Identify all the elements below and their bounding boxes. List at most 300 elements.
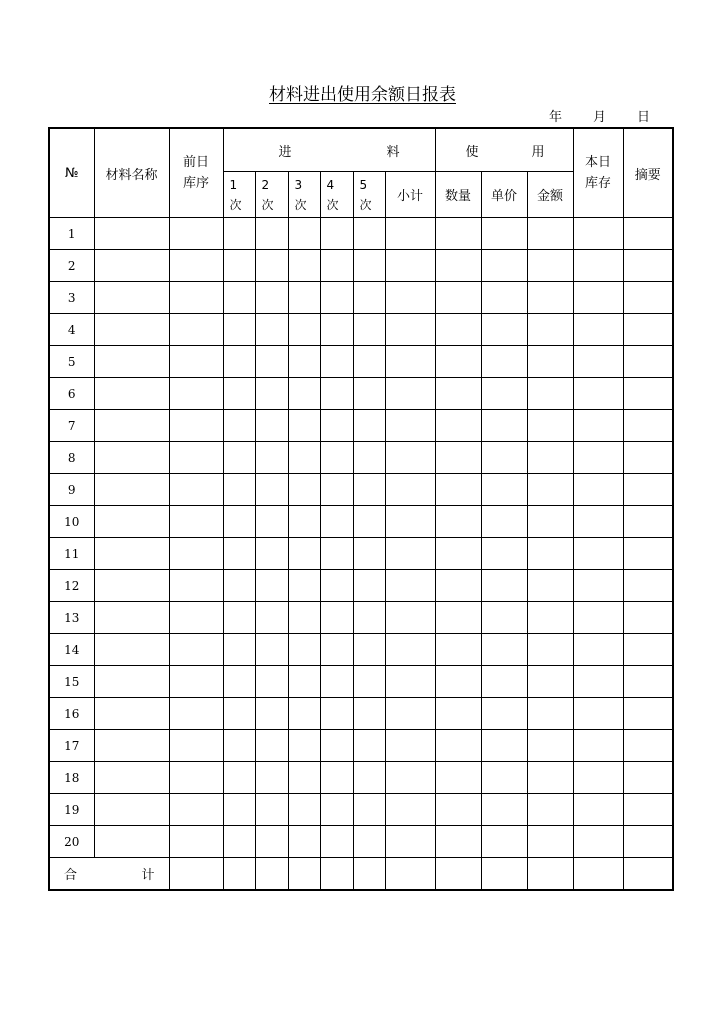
table-cell[interactable]	[527, 826, 573, 858]
table-cell[interactable]	[435, 826, 481, 858]
table-cell[interactable]	[169, 474, 223, 506]
table-cell[interactable]	[223, 730, 255, 762]
table-cell[interactable]	[353, 314, 385, 346]
row-number: 13	[49, 602, 94, 634]
table-cell[interactable]	[435, 762, 481, 794]
table-cell[interactable]	[527, 762, 573, 794]
table-cell[interactable]	[320, 602, 353, 634]
header-time-3: 3 次	[288, 172, 320, 218]
table-cell[interactable]	[435, 634, 481, 666]
total-cell[interactable]	[527, 858, 573, 891]
row-number: 16	[49, 698, 94, 730]
table-cell[interactable]	[223, 410, 255, 442]
table-cell[interactable]	[353, 218, 385, 250]
table-cell[interactable]	[255, 378, 288, 410]
table-cell[interactable]	[385, 506, 435, 538]
table-cell[interactable]	[255, 218, 288, 250]
total-cell[interactable]	[320, 858, 353, 891]
table-cell[interactable]	[527, 698, 573, 730]
table-cell[interactable]	[527, 218, 573, 250]
table-cell[interactable]	[255, 442, 288, 474]
table-cell[interactable]	[623, 634, 673, 666]
table-cell[interactable]	[320, 634, 353, 666]
table-cell[interactable]	[223, 218, 255, 250]
table-cell[interactable]	[481, 538, 527, 570]
table-cell[interactable]	[481, 666, 527, 698]
table-cell[interactable]	[573, 762, 623, 794]
table-cell[interactable]	[573, 378, 623, 410]
table-cell[interactable]	[573, 666, 623, 698]
table-cell[interactable]	[353, 378, 385, 410]
table-cell[interactable]	[169, 346, 223, 378]
day-label: 日	[637, 110, 651, 125]
table-cell[interactable]	[623, 506, 673, 538]
table-cell[interactable]	[385, 250, 435, 282]
table-cell[interactable]	[481, 570, 527, 602]
table-cell[interactable]	[169, 730, 223, 762]
table-cell[interactable]	[94, 794, 169, 826]
table-cell[interactable]	[223, 506, 255, 538]
table-cell[interactable]	[435, 442, 481, 474]
table-cell[interactable]	[573, 474, 623, 506]
table-cell[interactable]	[385, 666, 435, 698]
table-cell[interactable]	[527, 634, 573, 666]
table-cell[interactable]	[435, 602, 481, 634]
table-cell[interactable]	[169, 666, 223, 698]
table-cell[interactable]	[353, 474, 385, 506]
table-cell[interactable]	[481, 474, 527, 506]
table-cell[interactable]	[353, 602, 385, 634]
table-cell[interactable]	[573, 602, 623, 634]
table-row	[49, 762, 673, 794]
total-cell[interactable]	[169, 858, 223, 891]
total-label-left: 合	[64, 868, 78, 883]
table-cell[interactable]	[169, 250, 223, 282]
table-cell[interactable]	[169, 442, 223, 474]
table-cell[interactable]	[435, 698, 481, 730]
table-cell[interactable]	[435, 218, 481, 250]
table-cell[interactable]	[223, 602, 255, 634]
total-cell[interactable]	[353, 858, 385, 891]
table-cell[interactable]	[385, 346, 435, 378]
table-cell[interactable]	[94, 378, 169, 410]
table-cell[interactable]	[255, 730, 288, 762]
table-cell[interactable]	[288, 826, 320, 858]
table-cell[interactable]	[481, 250, 527, 282]
table-cell[interactable]	[320, 218, 353, 250]
table-cell[interactable]	[255, 506, 288, 538]
table-cell[interactable]	[527, 314, 573, 346]
table-cell[interactable]	[288, 378, 320, 410]
table-cell[interactable]	[435, 730, 481, 762]
table-cell[interactable]	[481, 506, 527, 538]
total-cell[interactable]	[435, 858, 481, 891]
table-cell[interactable]	[255, 538, 288, 570]
table-cell[interactable]	[353, 346, 385, 378]
row-number: 11	[49, 538, 94, 570]
table-cell[interactable]	[573, 730, 623, 762]
table-cell[interactable]	[623, 826, 673, 858]
table-cell[interactable]	[573, 410, 623, 442]
table-cell[interactable]	[481, 762, 527, 794]
table-cell[interactable]	[320, 378, 353, 410]
total-cell[interactable]	[288, 858, 320, 891]
table-cell[interactable]	[527, 378, 573, 410]
table-row	[49, 250, 673, 282]
table-cell[interactable]	[255, 314, 288, 346]
table-cell[interactable]	[320, 762, 353, 794]
table-cell[interactable]	[320, 730, 353, 762]
table-cell[interactable]	[573, 538, 623, 570]
total-label-right: 计	[141, 868, 155, 883]
table-cell[interactable]	[481, 794, 527, 826]
table-cell[interactable]	[169, 762, 223, 794]
table-cell[interactable]	[288, 602, 320, 634]
table-cell[interactable]	[527, 346, 573, 378]
table-cell[interactable]	[169, 538, 223, 570]
table-cell[interactable]	[255, 666, 288, 698]
table-cell[interactable]	[223, 282, 255, 314]
report-table	[48, 127, 674, 891]
table-cell[interactable]	[255, 602, 288, 634]
table-cell[interactable]	[527, 794, 573, 826]
table-cell[interactable]	[255, 762, 288, 794]
table-cell[interactable]	[385, 218, 435, 250]
table-cell[interactable]	[320, 698, 353, 730]
table-cell[interactable]	[481, 282, 527, 314]
table-row	[49, 506, 673, 538]
table-cell[interactable]	[623, 474, 673, 506]
table-cell[interactable]	[435, 474, 481, 506]
table-cell[interactable]	[573, 314, 623, 346]
table-cell[interactable]	[255, 282, 288, 314]
table-cell[interactable]	[94, 538, 169, 570]
table-cell[interactable]	[623, 570, 673, 602]
table-cell[interactable]	[223, 634, 255, 666]
table-cell[interactable]	[385, 762, 435, 794]
table-cell[interactable]	[353, 570, 385, 602]
table-cell[interactable]	[223, 762, 255, 794]
table-cell[interactable]	[223, 474, 255, 506]
table-row	[49, 218, 673, 250]
table-cell[interactable]	[169, 410, 223, 442]
table-cell[interactable]	[288, 698, 320, 730]
table-cell[interactable]	[353, 538, 385, 570]
table-cell[interactable]	[320, 506, 353, 538]
table-cell[interactable]	[623, 314, 673, 346]
table-cell[interactable]	[288, 762, 320, 794]
table-cell[interactable]	[223, 442, 255, 474]
table-cell[interactable]	[320, 410, 353, 442]
table-cell[interactable]	[527, 570, 573, 602]
table-cell[interactable]	[169, 378, 223, 410]
table-cell[interactable]	[94, 730, 169, 762]
table-cell[interactable]	[169, 218, 223, 250]
table-cell[interactable]	[573, 794, 623, 826]
header-incoming-char1: 进	[278, 144, 292, 160]
table-cell[interactable]	[320, 666, 353, 698]
total-cell[interactable]	[385, 858, 435, 891]
table-cell[interactable]	[385, 538, 435, 570]
table-cell[interactable]	[169, 506, 223, 538]
table-cell[interactable]	[94, 410, 169, 442]
table-cell[interactable]	[435, 570, 481, 602]
table-cell[interactable]	[320, 474, 353, 506]
table-cell[interactable]	[353, 698, 385, 730]
table-cell[interactable]	[255, 634, 288, 666]
row-number: 1	[49, 218, 94, 250]
table-cell[interactable]	[527, 474, 573, 506]
table-cell[interactable]	[385, 794, 435, 826]
table-cell[interactable]	[94, 346, 169, 378]
table-cell[interactable]	[320, 282, 353, 314]
table-cell[interactable]	[288, 282, 320, 314]
table-cell[interactable]	[169, 698, 223, 730]
table-cell[interactable]	[94, 634, 169, 666]
table-cell[interactable]	[435, 666, 481, 698]
table-cell[interactable]	[623, 698, 673, 730]
table-cell[interactable]	[481, 314, 527, 346]
table-cell[interactable]	[623, 762, 673, 794]
table-cell[interactable]	[481, 378, 527, 410]
table-cell[interactable]	[223, 538, 255, 570]
table-cell[interactable]	[353, 442, 385, 474]
table-cell[interactable]	[223, 698, 255, 730]
table-cell[interactable]	[385, 570, 435, 602]
table-cell[interactable]	[527, 250, 573, 282]
table-cell[interactable]	[623, 378, 673, 410]
table-cell[interactable]	[94, 314, 169, 346]
table-cell[interactable]	[385, 314, 435, 346]
table-cell[interactable]	[573, 250, 623, 282]
table-cell[interactable]	[255, 346, 288, 378]
table-cell[interactable]	[527, 442, 573, 474]
table-cell[interactable]	[527, 666, 573, 698]
table-cell[interactable]	[255, 698, 288, 730]
table-cell[interactable]	[623, 346, 673, 378]
table-cell[interactable]	[481, 218, 527, 250]
table-cell[interactable]	[353, 282, 385, 314]
table-cell[interactable]	[94, 282, 169, 314]
table-cell[interactable]	[169, 570, 223, 602]
table-cell[interactable]	[353, 730, 385, 762]
table-cell[interactable]	[223, 666, 255, 698]
table-cell[interactable]	[573, 698, 623, 730]
total-cell[interactable]	[481, 858, 527, 891]
table-cell[interactable]	[94, 762, 169, 794]
header-amount: 金额	[527, 172, 573, 218]
table-cell[interactable]	[623, 666, 673, 698]
table-cell[interactable]	[573, 634, 623, 666]
table-cell[interactable]	[255, 410, 288, 442]
table-cell[interactable]	[385, 634, 435, 666]
table-cell[interactable]	[169, 314, 223, 346]
table-cell[interactable]	[435, 794, 481, 826]
table-cell[interactable]	[623, 218, 673, 250]
table-cell[interactable]	[527, 410, 573, 442]
table-cell[interactable]	[573, 506, 623, 538]
table-cell[interactable]	[288, 346, 320, 378]
table-cell[interactable]	[288, 666, 320, 698]
table-row	[49, 602, 673, 634]
table-cell[interactable]	[573, 442, 623, 474]
table-cell[interactable]	[385, 410, 435, 442]
table-cell[interactable]	[435, 250, 481, 282]
table-cell[interactable]	[169, 282, 223, 314]
table-cell[interactable]	[353, 410, 385, 442]
table-row	[49, 634, 673, 666]
total-cell[interactable]	[223, 858, 255, 891]
table-cell[interactable]	[385, 474, 435, 506]
table-cell[interactable]	[481, 602, 527, 634]
table-cell[interactable]	[169, 826, 223, 858]
table-cell[interactable]	[320, 538, 353, 570]
table-cell[interactable]	[527, 538, 573, 570]
table-row	[49, 314, 673, 346]
table-cell[interactable]	[527, 730, 573, 762]
table-cell[interactable]	[320, 250, 353, 282]
table-cell[interactable]	[573, 826, 623, 858]
table-cell[interactable]	[623, 442, 673, 474]
row-number: 7	[49, 410, 94, 442]
table-cell[interactable]	[623, 730, 673, 762]
table-cell[interactable]	[481, 410, 527, 442]
table-cell[interactable]	[481, 442, 527, 474]
table-cell[interactable]	[573, 346, 623, 378]
table-cell[interactable]	[255, 250, 288, 282]
table-cell[interactable]	[435, 506, 481, 538]
table-cell[interactable]	[623, 250, 673, 282]
table-cell[interactable]	[94, 826, 169, 858]
table-cell[interactable]	[94, 442, 169, 474]
table-cell[interactable]	[481, 634, 527, 666]
table-cell[interactable]	[623, 410, 673, 442]
table-cell[interactable]	[623, 794, 673, 826]
table-cell[interactable]	[573, 570, 623, 602]
table-cell[interactable]	[320, 794, 353, 826]
table-cell[interactable]	[481, 730, 527, 762]
table-cell[interactable]	[353, 634, 385, 666]
table-cell[interactable]	[481, 698, 527, 730]
table-cell[interactable]	[223, 314, 255, 346]
table-cell[interactable]	[288, 218, 320, 250]
table-cell[interactable]	[435, 346, 481, 378]
total-cell[interactable]	[255, 858, 288, 891]
table-cell[interactable]	[288, 794, 320, 826]
table-cell[interactable]	[435, 282, 481, 314]
table-cell[interactable]	[288, 634, 320, 666]
table-cell[interactable]	[353, 666, 385, 698]
table-cell[interactable]	[169, 794, 223, 826]
table-cell[interactable]	[527, 506, 573, 538]
header-usage-char1: 使	[465, 144, 479, 160]
table-cell[interactable]	[353, 794, 385, 826]
header-incoming	[223, 128, 435, 172]
table-cell[interactable]	[320, 346, 353, 378]
table-cell[interactable]	[288, 410, 320, 442]
table-cell[interactable]	[255, 474, 288, 506]
table-cell[interactable]	[94, 218, 169, 250]
table-cell[interactable]	[527, 602, 573, 634]
table-cell[interactable]	[288, 506, 320, 538]
total-cell[interactable]	[573, 858, 623, 891]
table-cell[interactable]	[288, 314, 320, 346]
table-cell[interactable]	[385, 282, 435, 314]
table-cell[interactable]	[385, 698, 435, 730]
table-cell[interactable]	[223, 378, 255, 410]
table-cell[interactable]	[527, 282, 573, 314]
table-cell[interactable]	[288, 442, 320, 474]
table-cell[interactable]	[385, 826, 435, 858]
table-cell[interactable]	[353, 762, 385, 794]
table-cell[interactable]	[320, 442, 353, 474]
table-cell[interactable]	[94, 666, 169, 698]
table-cell[interactable]	[573, 282, 623, 314]
table-cell[interactable]	[223, 570, 255, 602]
table-cell[interactable]	[255, 570, 288, 602]
table-cell[interactable]	[223, 250, 255, 282]
total-cell[interactable]	[623, 858, 673, 891]
table-cell[interactable]	[320, 570, 353, 602]
table-cell[interactable]	[573, 218, 623, 250]
header-prev-stock-line2: 库序	[182, 176, 209, 191]
table-cell[interactable]	[623, 282, 673, 314]
table-cell[interactable]	[94, 698, 169, 730]
table-cell[interactable]	[223, 826, 255, 858]
row-number: 9	[49, 474, 94, 506]
row-number: 20	[49, 826, 94, 858]
table-cell[interactable]	[94, 602, 169, 634]
table-cell[interactable]	[623, 538, 673, 570]
table-cell[interactable]	[353, 826, 385, 858]
table-cell[interactable]	[623, 602, 673, 634]
table-cell[interactable]	[255, 794, 288, 826]
table-cell[interactable]	[169, 634, 223, 666]
table-cell[interactable]	[435, 410, 481, 442]
table-row	[49, 410, 673, 442]
table-cell[interactable]	[94, 506, 169, 538]
table-cell[interactable]	[385, 602, 435, 634]
table-cell[interactable]	[223, 346, 255, 378]
table-cell[interactable]	[353, 506, 385, 538]
table-cell[interactable]	[94, 570, 169, 602]
table-cell[interactable]	[288, 570, 320, 602]
table-cell[interactable]	[385, 378, 435, 410]
table-cell[interactable]	[481, 826, 527, 858]
table-cell[interactable]	[385, 442, 435, 474]
table-cell[interactable]	[288, 250, 320, 282]
table-cell[interactable]	[255, 826, 288, 858]
table-cell[interactable]	[320, 826, 353, 858]
page-title: 材料进出使用余额日报表	[269, 85, 456, 105]
row-number: 3	[49, 282, 94, 314]
table-cell[interactable]	[435, 538, 481, 570]
table-cell[interactable]	[94, 474, 169, 506]
table-cell[interactable]	[385, 730, 435, 762]
header-time-1: 1 次	[223, 172, 255, 218]
table-cell[interactable]	[169, 602, 223, 634]
table-cell[interactable]	[288, 730, 320, 762]
table-cell[interactable]	[320, 314, 353, 346]
table-cell[interactable]	[94, 250, 169, 282]
table-cell[interactable]	[223, 794, 255, 826]
table-cell[interactable]	[435, 314, 481, 346]
table-cell[interactable]	[288, 474, 320, 506]
table-cell[interactable]	[481, 346, 527, 378]
table-cell[interactable]	[435, 378, 481, 410]
table-cell[interactable]	[288, 538, 320, 570]
table-cell[interactable]	[353, 250, 385, 282]
